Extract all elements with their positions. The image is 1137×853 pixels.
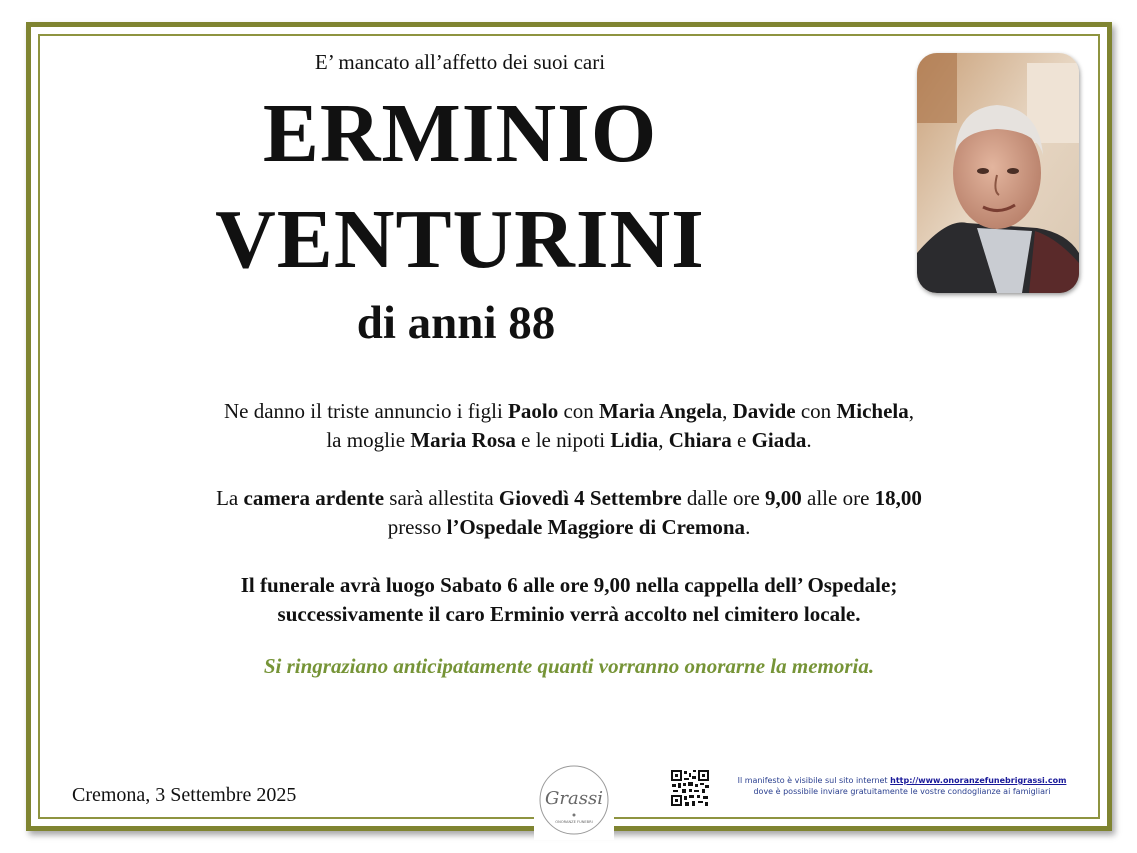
logo-tagline: ONORANZE FUNEBRI (555, 820, 593, 824)
online-notice (722, 775, 1082, 797)
portrait-illustration (917, 53, 1079, 293)
visitation-text: sarà allestita (384, 486, 499, 510)
family-text: Ne danno il triste annuncio i figli (224, 399, 509, 423)
thanks-line: Si ringraziano anticipatamente quanti vorranno onorarne la memoria. (263, 654, 875, 678)
family-name: Paolo (508, 399, 559, 423)
deceased-portrait (917, 53, 1079, 293)
website-link[interactable]: http://www.onoranzefunebrigrassi.com (890, 776, 1067, 785)
visitation-bold: Giovedì 4 Settembre (498, 486, 682, 510)
funeral-line: successivamente il caro Erminio verrà accolto nel cimitero locale. (277, 602, 861, 626)
online-notice-text: dove è possibile inviare gratuitamente le vostre condoglianze ai famigliari (753, 787, 1051, 796)
visitation-bold: camera ardente (243, 486, 385, 510)
visitation-text: alle ore (801, 486, 875, 510)
funeral-home-logo (534, 762, 614, 840)
family-text: e le nipoti (515, 428, 611, 452)
family-text: . (806, 428, 812, 452)
online-notice-text: Il manifesto è visibile sul sito internet (737, 776, 891, 785)
family-announcement (100, 397, 1038, 455)
family-text: e (731, 428, 752, 452)
visitation-text: presso (387, 515, 447, 539)
age-line: di anni 88 (356, 297, 556, 349)
visitation-text: La (216, 486, 244, 510)
family-text: la moglie (326, 428, 411, 452)
family-name: Maria Angela (599, 399, 723, 423)
visitation-bold: 9,00 (765, 486, 802, 510)
qr-code-icon[interactable] (670, 769, 710, 807)
family-name: Michela (836, 399, 909, 423)
visitation-text: dalle ore (681, 486, 766, 510)
last-name: VENTURINI (215, 193, 705, 286)
visitation-text: . (745, 515, 751, 539)
family-text: , (722, 399, 733, 423)
visitation-bold: 18,00 (874, 486, 922, 510)
family-name: Lidia (610, 428, 659, 452)
funeral-info (100, 571, 1038, 629)
qr-code-graphic (670, 769, 710, 807)
first-name: ERMINIO (262, 87, 658, 180)
logo-emblem (534, 762, 614, 840)
intro-line: E’ mancato all’affetto dei suoi cari (314, 50, 606, 74)
family-name: Giada (751, 428, 807, 452)
family-text: con (795, 399, 837, 423)
family-name: Maria Rosa (410, 428, 516, 452)
funeral-line: Il funerale avrà luogo Sabato 6 alle ore 9,00 nella cappella dell’ Ospedale; (240, 573, 898, 597)
visitation-bold: l’Ospedale Maggiore di Cremona (446, 515, 746, 539)
visitation-info (100, 484, 1038, 542)
place-date: Cremona, 3 Settembre 2025 (72, 784, 297, 806)
family-name: Davide (732, 399, 796, 423)
family-text: , (908, 399, 914, 423)
family-name: Chiara (668, 428, 732, 452)
family-text: con (558, 399, 600, 423)
logo-script: Grassi (545, 788, 603, 809)
family-text: , (658, 428, 669, 452)
